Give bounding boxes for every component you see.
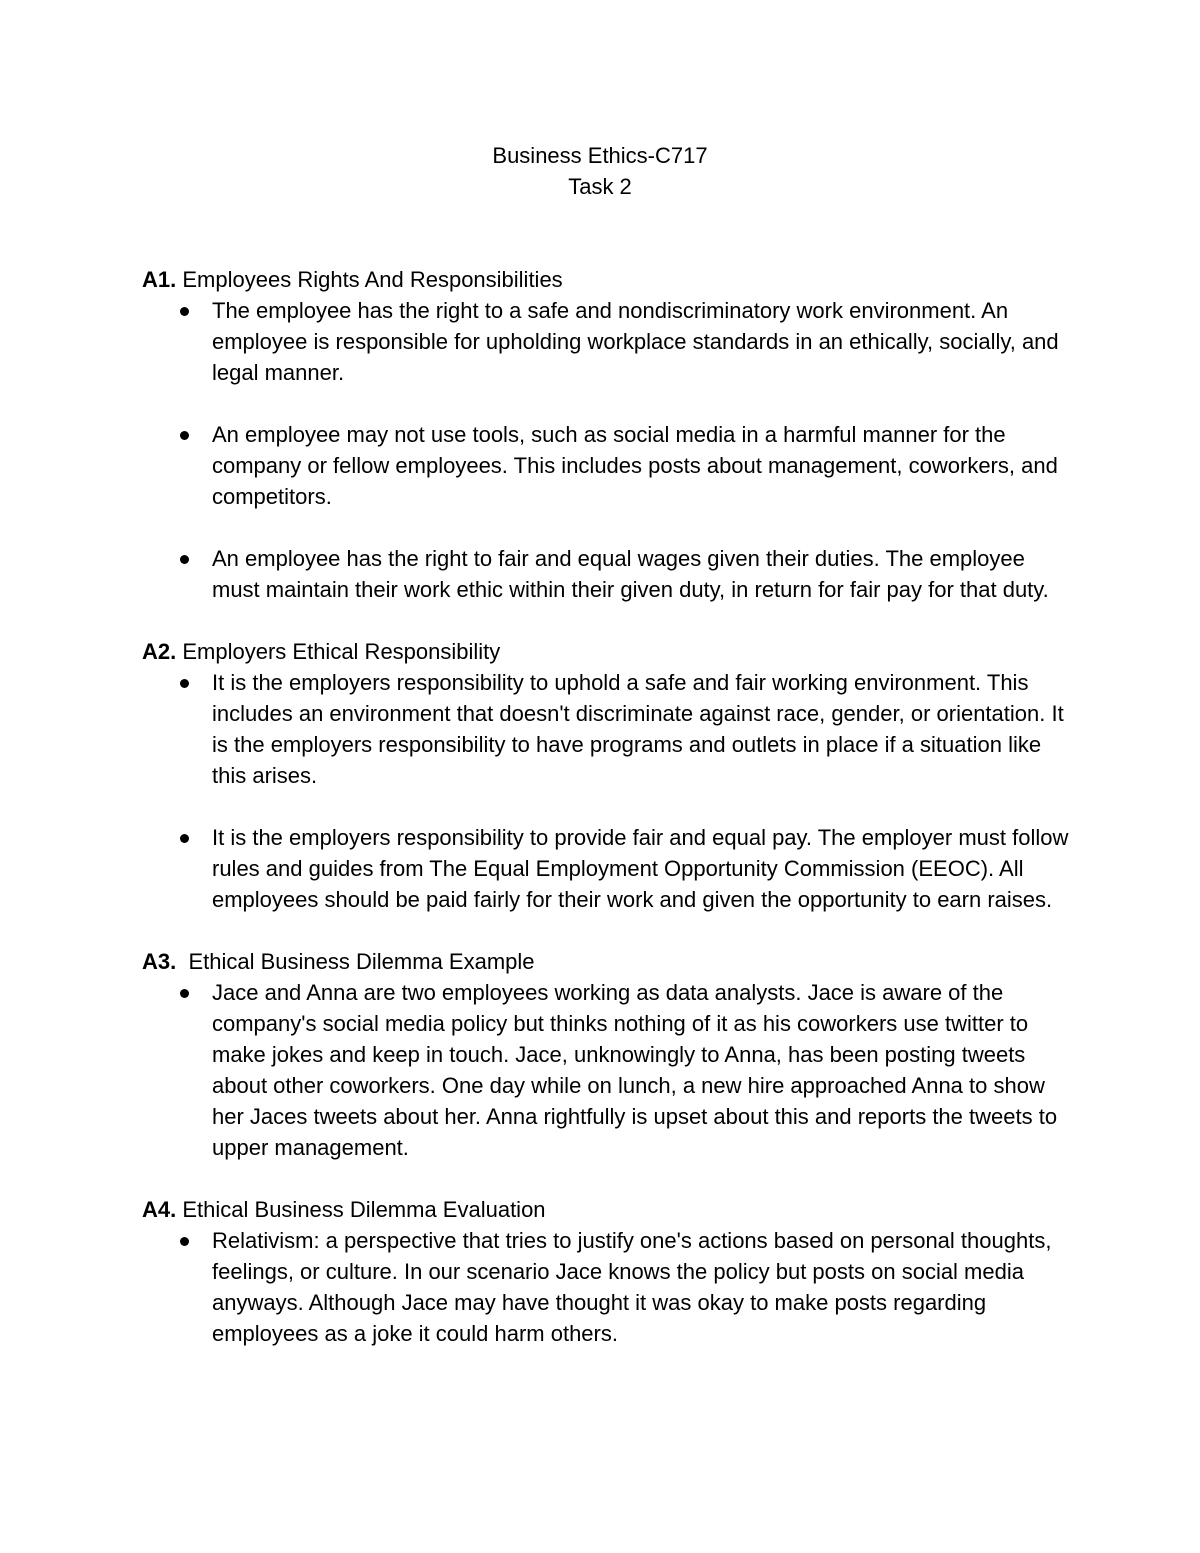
section-a1 — [142, 264, 1072, 605]
section-title: Employers Ethical Responsibility — [182, 639, 501, 664]
bullet-icon — [180, 989, 189, 998]
section-title: Employees Rights And Responsibilities — [182, 267, 563, 292]
bullet-icon — [180, 679, 189, 688]
document-header — [0, 140, 1200, 202]
list-item-text: It is the employers responsibility to uphold a safe and fair working environment. This includes an environment that doesn't discriminate against race, gender, or orientation. It is the employers responsibility to have programs and outlets in place if a situation like this arises. — [212, 670, 1064, 788]
section-code: A2. — [142, 639, 177, 664]
section-code: A1. — [142, 267, 177, 292]
list-item-text: The employee has the right to a safe and nondiscriminatory work environment. An employee is responsible for upholding workplace standards in an ethically, socially, and legal manner. — [212, 298, 1059, 385]
bullet-list — [142, 1225, 1072, 1349]
bullet-icon — [180, 555, 189, 564]
bullet-icon — [180, 834, 189, 843]
list-item — [142, 419, 1072, 512]
bullet-icon — [180, 307, 189, 316]
section-a2 — [142, 636, 1072, 915]
list-item-text: Relativism: a perspective that tries to justify one's actions based on personal thoughts, feelings, or culture. In our scenario Jace knows the policy but posts on social media anyways. Although Jace may have thought it was okay to make posts regarding employees as a joke it could harm others. — [212, 1228, 1052, 1346]
list-item-text: An employee may not use tools, such as social media in a harmful manner for the company or fellow employees. This includes posts about management, coworkers, and competitors. — [212, 422, 1058, 509]
section-code: A4. — [142, 1197, 177, 1222]
section-a3 — [142, 946, 1072, 1163]
list-item-text: It is the employers responsibility to provide fair and equal pay. The employer must follow rules and guides from The Equal Employment Opportunity Commission (EEOC). All employees should be paid fairly for their work and given the opportunity to earn raises. — [212, 825, 1069, 912]
section-heading — [142, 1194, 1072, 1225]
list-item — [142, 667, 1072, 791]
bullet-icon — [180, 431, 189, 440]
list-item — [142, 822, 1072, 915]
document-title: Business Ethics-C717 — [492, 143, 708, 168]
section-title: Ethical Business Dilemma Example — [182, 949, 535, 974]
section-heading — [142, 946, 1072, 977]
list-item — [142, 977, 1072, 1163]
section-heading — [142, 264, 1072, 295]
list-item-text: Jace and Anna are two employees working as data analysts. Jace is aware of the company's social media policy but thinks nothing of it as his coworkers use twitter to make jokes and keep in touch. Jace, unknowingly to Anna, has been posting tweets about other coworkers. One day while on lunch, a new hire approached Anna to show her Jaces tweets about her. Anna rightfully is upset about this and reports the tweets to upper management. — [212, 980, 1058, 1160]
bullet-icon — [180, 1237, 189, 1246]
list-item-text: An employee has the right to fair and equal wages given their duties. The employee must maintain their work ethic within their given duty, in return for fair pay for that duty. — [212, 546, 1049, 602]
section-title: Ethical Business Dilemma Evaluation — [182, 1197, 546, 1222]
bullet-list — [142, 667, 1072, 915]
document-subtitle: Task 2 — [568, 174, 632, 199]
list-item — [142, 1225, 1072, 1349]
bullet-list — [142, 295, 1072, 605]
document-body — [142, 264, 1072, 1380]
section-a4 — [142, 1194, 1072, 1349]
bullet-list — [142, 977, 1072, 1163]
section-code: A3. — [142, 949, 177, 974]
list-item — [142, 295, 1072, 388]
section-heading — [142, 636, 1072, 667]
list-item — [142, 543, 1072, 605]
